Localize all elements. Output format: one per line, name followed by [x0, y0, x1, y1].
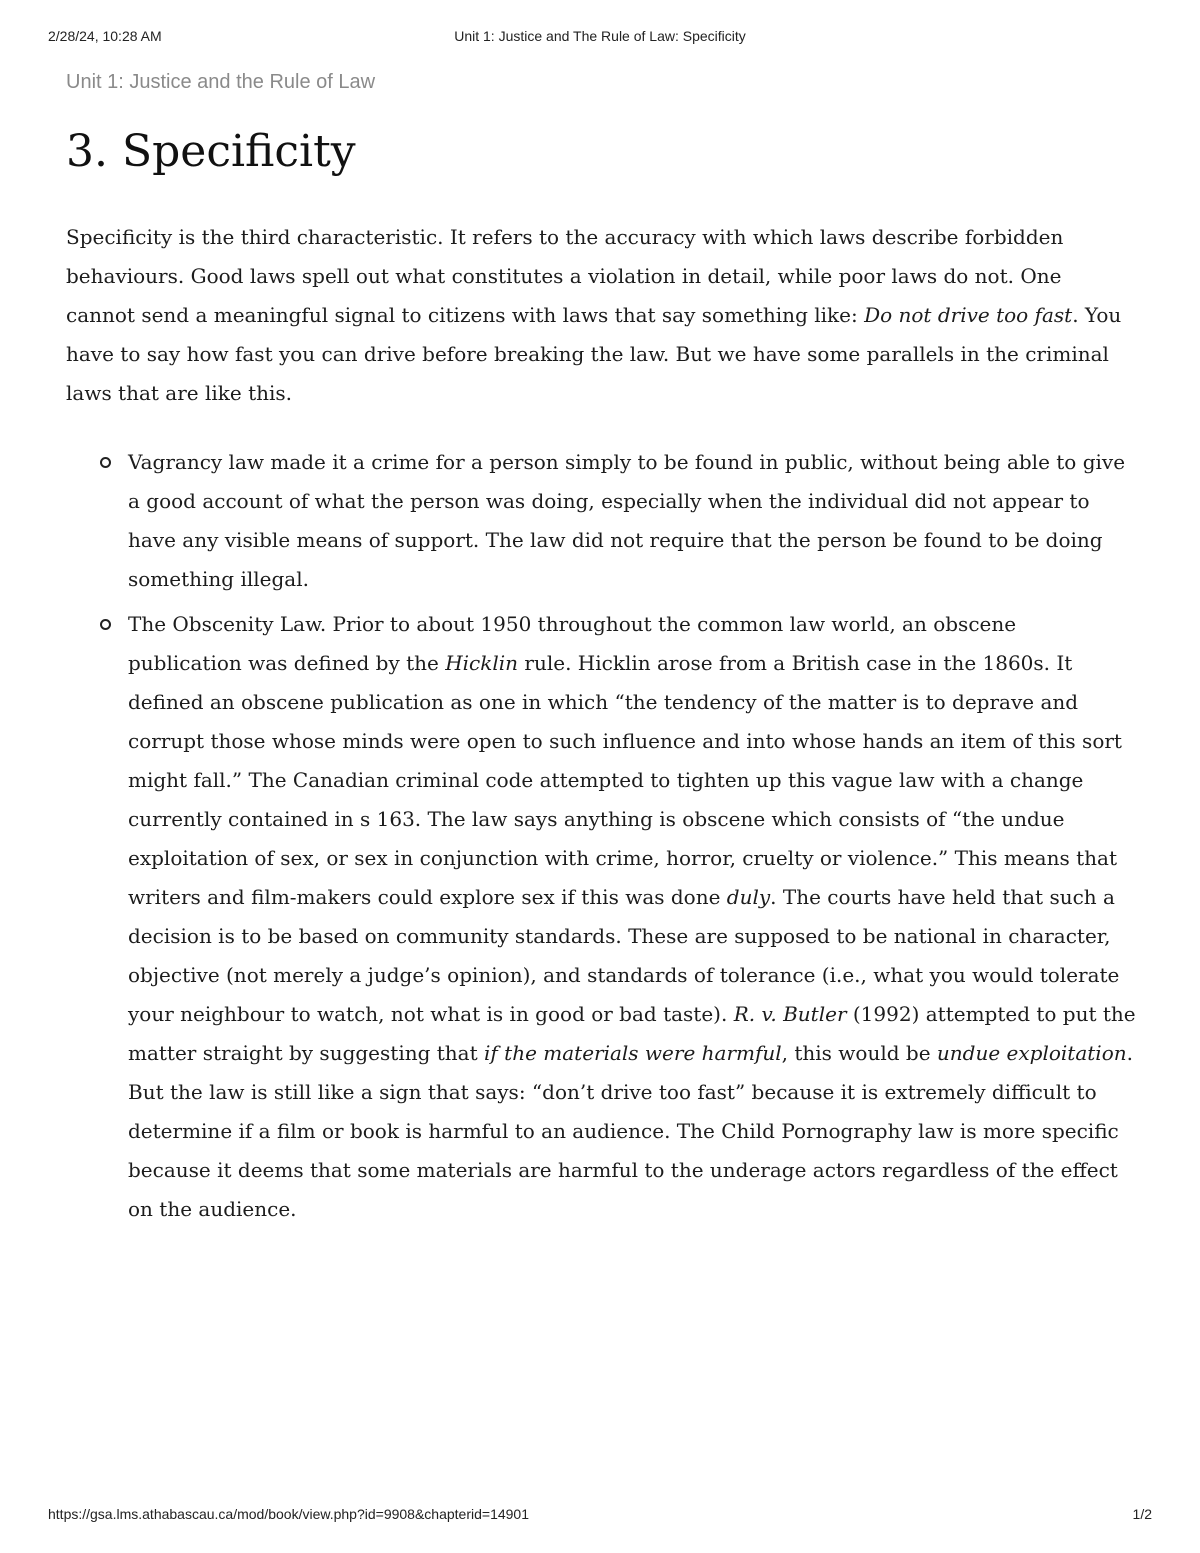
intro-paragraph [66, 218, 1136, 413]
print-header [48, 28, 1152, 48]
obscenity-em-hicklin: Hicklin [445, 651, 519, 675]
print-footer [48, 1506, 1152, 1526]
obscenity-em-harmful: if the materials were harmful [484, 1041, 782, 1065]
obscenity-text-2: rule. Hicklin arose from a British case in the 1860s. It defined an obscene publication as one in which “the tendency of the matter is to deprave and corrupt those whose minds were open to such influence and into whose hands an item of this sort might fall.” The Canadian criminal code attempted to tighten up this vague law with a change currently contained in s 163. The law says anything is obscene which consists of “the undue exploitation of sex, or sex in conjunction with crime, horror, cruelty or violence.” This means that writers and film-makers could explore sex if this was done [128, 651, 1122, 909]
bullet-list [66, 443, 1136, 1229]
obscenity-em-case-name: R. v. Butler [733, 1002, 847, 1026]
obscenity-text-1: The Obscenity Law. Prior to about 1950 throughout the common law world, an obscene publication was defined by the [128, 612, 1017, 675]
obscenity-em-undue: undue exploitation [936, 1041, 1127, 1065]
list-item-vagrancy [128, 443, 1136, 599]
intro-text-2: . You have to say how fast you can drive before breaking the law. But we have some parallels in the criminal laws that are like this. [66, 303, 1122, 405]
intro-text-1: Specificity is the third characteristic. It refers to the accuracy with which laws describe forbidden behaviours. Good laws spell out what constitutes a violation in detail, while poor laws do not. One cannot send a meaningful signal to citizens with laws that say something like: [66, 225, 1064, 327]
hollow-circle-bullet-icon [100, 619, 111, 630]
obscenity-text-4: (1992) attempted to put the matter straight by suggesting that [128, 1002, 1136, 1065]
page-number: 1/2 [1132, 1506, 1152, 1522]
chapter-content [66, 66, 1136, 1235]
page-title: 3. Specificity [66, 126, 356, 177]
print-url: https://gsa.lms.athabascau.ca/mod/book/view.php?id=9908&chapterid=14901 [48, 1506, 529, 1522]
obscenity-text-5: , this would be [781, 1041, 937, 1065]
obscenity-em-duly: duly [726, 885, 771, 909]
vagrancy-text: Vagrancy law made it a crime for a person simply to be found in public, without being able to give a good account of what the person was doing, especially when the individual did not appear to have any visible means of support. The law did not require that the person be found to be doing something illegal. [128, 450, 1126, 591]
breadcrumb[interactable]: Unit 1: Justice and the Rule of Law [66, 71, 376, 93]
print-page-title: Unit 1: Justice and The Rule of Law: Specificity [454, 28, 746, 44]
obscenity-text-6: . But the law is still like a sign that says: “don’t drive too fast” because it is extremely difficult to determine if a film or book is harmful to an audience. The Child Pornography law is more specific because it deems that some materials are harmful to the underage actors regardless of the effect on the audience. [128, 1041, 1133, 1221]
print-date: 2/28/24, 10:28 AM [48, 28, 162, 44]
intro-emphasis: Do not drive too fast [864, 303, 1073, 327]
obscenity-text-3: . The courts have held that such a decision is to be based on community standards. These are supposed to be national in character, objective (not merely a judge’s opinion), and standards of tolerance (i.e., what you would tolerate your neighbour to watch, not what is in good or bad taste). [128, 885, 1120, 1026]
list-item-obscenity [128, 605, 1136, 1229]
hollow-circle-bullet-icon [100, 457, 111, 468]
